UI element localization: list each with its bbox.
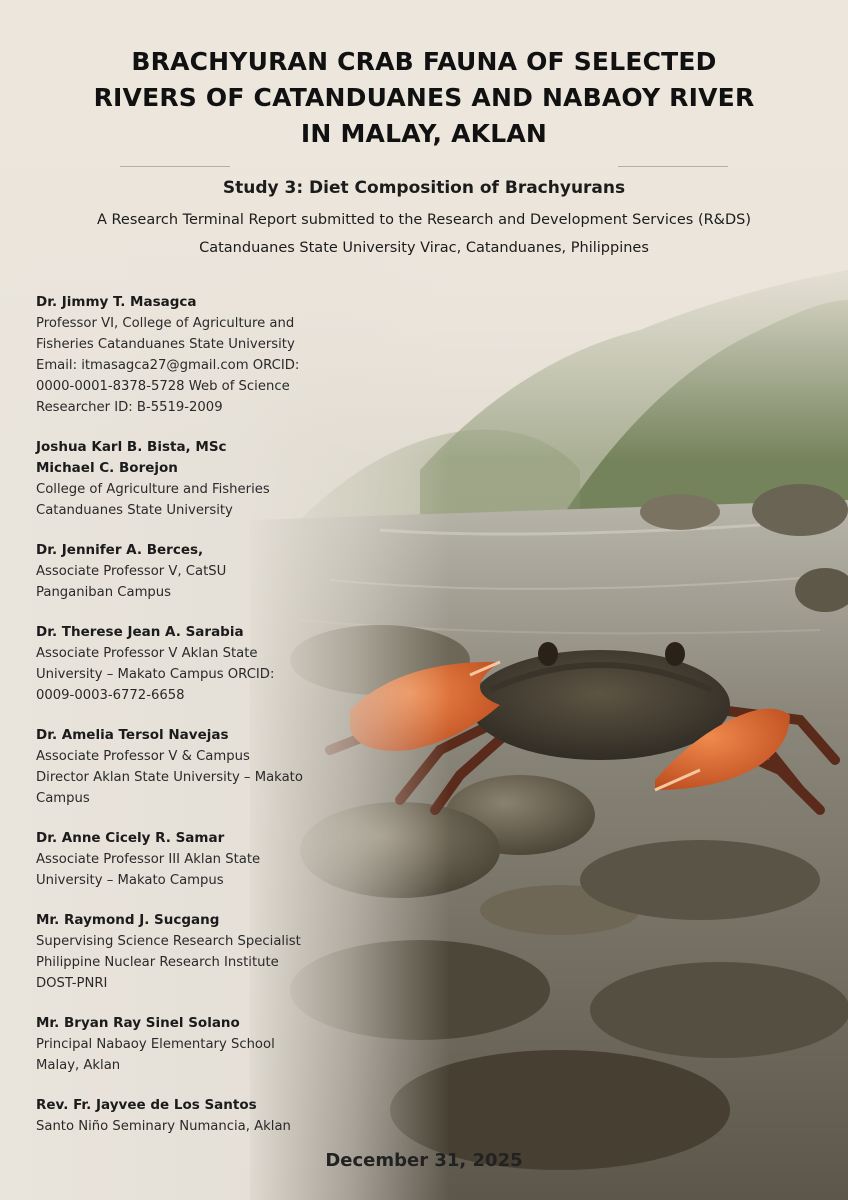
author-name: Dr. Amelia Tersol Navejas [36, 727, 229, 743]
author-name: Dr. Anne Cicely R. Samar [36, 830, 225, 846]
author-affiliation-line: University – Makato Campus [36, 873, 224, 888]
author-name: Joshua Karl B. Bista, MSc [36, 439, 227, 455]
divider-left [120, 166, 230, 167]
title-line-3: IN MALAY, AKLAN [300, 119, 548, 148]
author-affiliation-line: Researcher ID: B-5519-2009 [36, 400, 223, 415]
report-date: December 31, 2025 [325, 1150, 523, 1171]
author-name: Mr. Bryan Ray Sinel Solano [36, 1015, 240, 1031]
author-affiliation-line: Principal Nabaoy Elementary School [36, 1037, 275, 1052]
author-affiliation-line: Supervising Science Research Specialist [36, 934, 301, 949]
author-name: Michael C. Borejon [36, 460, 178, 476]
author-affiliation-line: Philippine Nuclear Research Institute [36, 955, 279, 970]
author-affiliation-line: Associate Professor V, CatSU [36, 564, 227, 579]
title-line-1: BRACHYURAN CRAB FAUNA OF SELECTED [131, 47, 717, 76]
author-name: Mr. Raymond J. Sucgang [36, 912, 220, 928]
title-line-2: RIVERS OF CATANDUANES AND NABAOY RIVER [93, 83, 755, 112]
author-block [36, 1095, 326, 1137]
report-description: A Research Terminal Report submitted to the Research and Development Services (R&DS) [96, 212, 752, 228]
author-name: Dr. Jimmy T. Masagca [36, 294, 197, 310]
author-affiliation-line: Catanduanes State University [36, 503, 233, 518]
author-affiliation-line: University – Makato Campus ORCID: [36, 667, 275, 682]
author-affiliation-line: DOST-PNRI [36, 976, 108, 991]
author-affiliation-line: Associate Professor V & Campus [36, 749, 250, 764]
author-block [36, 1013, 326, 1076]
author-list [36, 292, 326, 1156]
author-name: Rev. Fr. Jayvee de Los Santos [36, 1097, 257, 1113]
author-block [36, 292, 326, 418]
author-block [36, 828, 326, 891]
report-title [0, 44, 848, 152]
author-block [36, 622, 326, 706]
divider-right [618, 166, 728, 167]
author-block [36, 437, 326, 521]
author-affiliation-line: Director Aklan State University – Makato [36, 770, 303, 785]
author-affiliation-line: Panganiban Campus [36, 585, 172, 600]
institution-line: Catanduanes State University Virac, Catanduanes, Philippines [199, 240, 649, 256]
author-affiliation-line: Santo Niño Seminary Numancia, Aklan [36, 1119, 291, 1134]
author-affiliation-line: Fisheries Catanduanes State University [36, 337, 295, 352]
author-affiliation-line: 0009-0003-6772-6658 [36, 688, 185, 703]
author-affiliation-line: Email: itmasagca27@gmail.com ORCID: [36, 358, 300, 373]
author-affiliation-line: Campus [36, 791, 90, 806]
author-affiliation-line: Professor VI, College of Agriculture and [36, 316, 295, 331]
author-name: Dr. Therese Jean A. Sarabia [36, 624, 244, 640]
author-block [36, 540, 326, 603]
author-block [36, 910, 326, 994]
author-affiliation-line: Malay, Aklan [36, 1058, 121, 1073]
author-affiliation-line: Associate Professor III Aklan State [36, 852, 261, 867]
author-name: Dr. Jennifer A. Berces, [36, 542, 204, 558]
author-block [36, 725, 326, 809]
study-subtitle: Study 3: Diet Composition of Brachyurans [222, 178, 626, 198]
author-affiliation-line: College of Agriculture and Fisheries [36, 482, 270, 497]
author-affiliation-line: 0000-0001-8378-5728 Web of Science [36, 379, 290, 394]
author-affiliation-line: Associate Professor V Aklan State [36, 646, 258, 661]
